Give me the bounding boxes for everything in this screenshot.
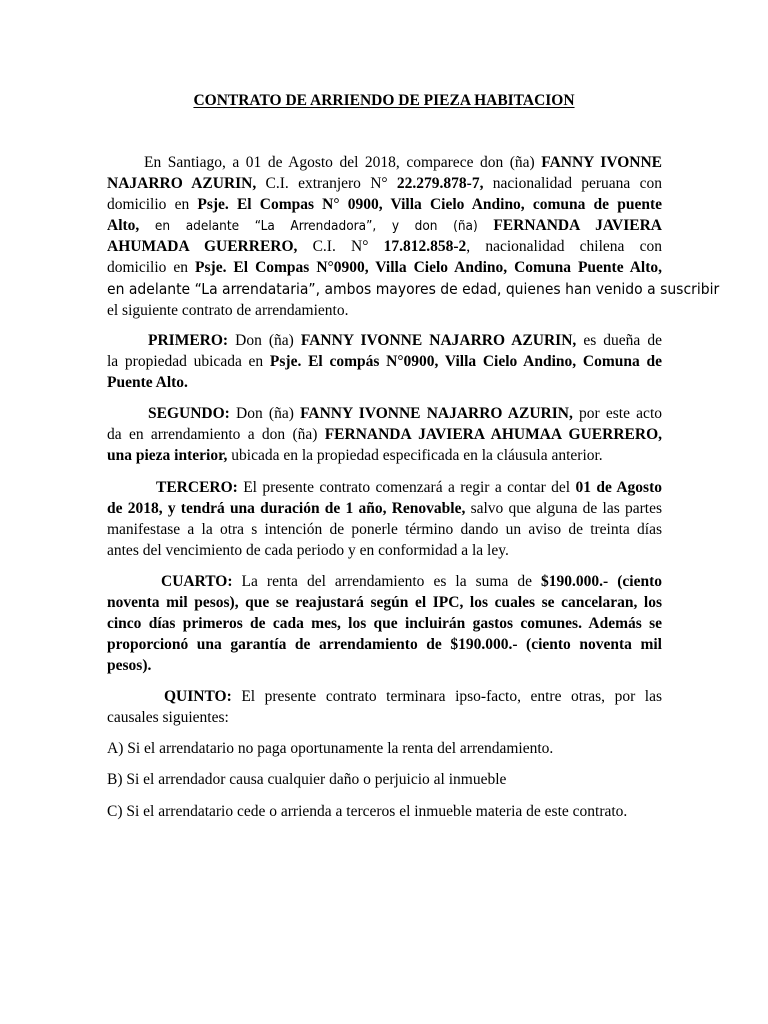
landlord-address-part: Psje. El Compas N° 0900, Villa Cielo Andino, comuna de puente bbox=[197, 196, 662, 213]
document-title: CONTRATO DE ARRIENDO DE PIEZA HABITACION bbox=[193, 92, 575, 109]
list-item: C) Si el arrendatario cede o arrienda a terceros el inmueble materia de este contrato. bbox=[107, 803, 628, 820]
clause-segundo-object: una pieza interior, bbox=[107, 447, 228, 464]
intro-text-7: en adelante “La arrendataria”, ambos mayores de edad, quienes han venido a suscribir bbox=[107, 280, 720, 298]
intro-text-8: el siguiente contrato de arrendamiento. bbox=[107, 302, 349, 319]
intro-text-2: C.I. extranjero N° bbox=[256, 175, 397, 192]
landlord-address-part-2: Alto, bbox=[107, 217, 140, 234]
landlord-name-part-2: NAJARRO AZURIN, bbox=[107, 175, 257, 192]
clause-tercero-date-part-2: de 2018, y tendrá una duración de 1 año, Renovable, bbox=[107, 500, 466, 517]
clause-tercero-date-part: 01 de Agosto bbox=[575, 479, 662, 496]
intro-text-4: en adelante “La Arrendadora”, y don (ña) bbox=[139, 218, 494, 234]
list-item: B) Si el arrendador causa cualquier daño o perjuicio al inmueble bbox=[107, 771, 507, 788]
document-page: CONTRATO DE ARRIENDO DE PIEZA HABITACION En Santiago, a 01 de Agosto del 2018, comparece don (ña) FANNY IVONNE NAJARRO AZURIN, C.I. extranjero N° 22.279.878-7, nacionalidad peruana con domicilio en Psje. El Compas N° 0900, Villa Cielo Andino, comuna de puente Alto, en adelante “La Arrendadora”, y don (ña) FERNANDA JAVIERA AHUMADA GUERRERO, C.I. N° 17.812.858-2, nacionalidad chilena con domicilio en Psje. El Compas N°0900, Villa Cielo Andino, Comuna Puente Alto, en adelante “La arrendataria”, ambos mayores de edad, quienes han venido a suscribir el siguiente contrato de arrendamiento. PRIMERO: Don (ña) FANNY IVONNE NAJARRO AZURIN, es dueña de la propiedad ubicada en Psje. El compás N°0900, Villa Cielo Andino, Comuna de Puente Alto. SEGUNDO: Don (ña) FANNY IVONNE NAJARRO AZURIN, por este acto da en arrendamiento a don (ña) FERNANDA JAVIERA AHUMAA GUERRERO, una pieza interior, ubicada en la propiedad especificada en la cláusula anterior. TERCERO: El presente contrato comenzará a regir a contar del 01 de Agosto de 2018, y tendrá una duración de 1 año, Renovable, salvo que alguna de las partes manifestase a la otra s intención de ponerle término dando un aviso de treinta días antes del vencimiento de cada periodo y en conformidad a la ley. CUARTO: La renta del arrendamiento es la suma de $190.000.- (ciento noventa mil pesos), que se reajustará según el IPC, los cuales se cancelaran, los cinco días primeros de cada mes, los que incluirán gastos comunes. Además se proporcionó una garantía de arrendamiento de $190.000.- (ciento noventa mil pesos). QUINTO: El presente contrato terminara ipso-facto, entre otras, por las causales siguientes: A) Si el arrendatario no paga oportunamente la renta del arrendamiento. B) Si el arrendador causa cualquier daño o perjuicio al inmueble C) Si el arrendatario cede o arrienda a terceros el inmueble materia de este contrato. bbox=[0, 0, 768, 1024]
intro-text-1: En Santiago, a 01 de Agosto del 2018, comparece don (ña) bbox=[144, 154, 542, 171]
clause-segundo-label: SEGUNDO: bbox=[148, 405, 230, 422]
clause-segundo-owner: FANNY IVONNE NAJARRO AZURIN, bbox=[300, 405, 573, 422]
landlord-id: 22.279.878-7, bbox=[396, 175, 484, 192]
clause-segundo-tenant: FERNANDA JAVIERA AHUMAA GUERRERO, bbox=[324, 426, 662, 443]
clause-primero-address-part-2: Puente Alto. bbox=[107, 374, 188, 391]
tenant-name-part: FERNANDA JAVIERA bbox=[493, 217, 662, 234]
clause-cuarto-label: CUARTO: bbox=[161, 573, 233, 590]
clause-primero-owner: FANNY IVONNE NAJARRO AZURIN, bbox=[300, 332, 577, 349]
clause-tercero-label: TERCERO: bbox=[156, 479, 238, 496]
landlord-name-part: FANNY IVONNE bbox=[541, 154, 662, 171]
list-item: A) Si el arrendatario no paga oportunamente la renta del arrendamiento. bbox=[107, 740, 554, 757]
clause-quinto-label: QUINTO: bbox=[164, 688, 232, 705]
tenant-name-part-2: AHUMADA GUERRERO, bbox=[107, 238, 298, 255]
intro-text-5: C.I. N° bbox=[297, 238, 384, 255]
tenant-address: Psje. El Compas N°0900, Villa Cielo Andino, Comuna Puente Alto, bbox=[195, 259, 662, 276]
clause-cuarto-amount: $190.000.- (ciento bbox=[541, 573, 663, 590]
clause-primero-address-part: Psje. El compás N°0900, Villa Cielo Andino, Comuna de bbox=[269, 353, 662, 370]
tenant-id: 17.812.858-2 bbox=[383, 238, 467, 255]
clause-primero-label: PRIMERO: bbox=[148, 332, 229, 349]
